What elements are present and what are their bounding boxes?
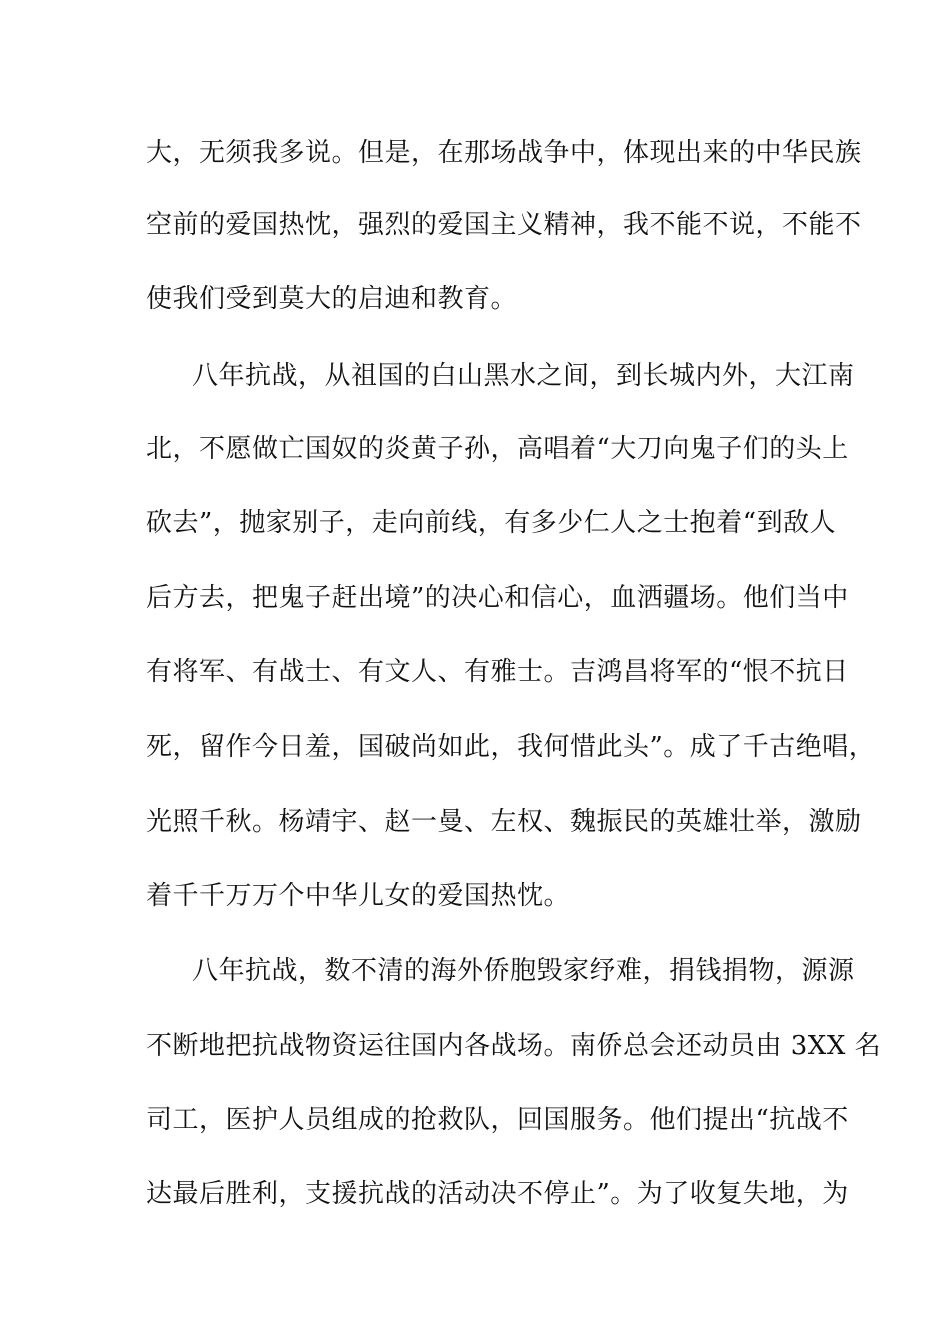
text-line: 着千千万万个中华儿女的爱国热忱。 — [146, 881, 571, 911]
text-line: 大，无须我多说。但是，在那场战争中，体现出来的中华民族 — [146, 138, 862, 168]
text-line: 达最后胜利，支援抗战的活动决不停止”。为了收复失地，为 — [146, 1179, 849, 1209]
text-line: 北，不愿做亡国奴的炎黄子孙，高唱着“大刀向鬼子们的头上 — [146, 434, 849, 464]
text-line: 砍去”，抛家别子，走向前线，有多少仁人之士抱着“到敌人 — [146, 508, 837, 538]
text-line: 使我们受到莫大的启迪和教育。 — [146, 284, 518, 314]
text-line: 有将军、有战士、有文人、有雅士。吉鸿昌将军的“恨不抗日 — [146, 657, 849, 687]
paragraph-first-line: 八年抗战，从祖国的白山黑水之间，到长城内外，大江南 — [192, 361, 855, 391]
text-line: 光照千秋。杨靖宇、赵一曼、左权、魏振民的英雄壮举，激励 — [146, 807, 862, 837]
text-line: 空前的爱国热忱，强烈的爱国主义精神，我不能不说，不能不 — [146, 210, 862, 240]
text-line: 司工，医护人员组成的抢救队，回国服务。他们提出“抗战不 — [146, 1105, 849, 1135]
text-line: 死，留作今日羞，国破尚如此，我何惜此头”。成了千古绝唱， — [146, 732, 876, 762]
text-line: 后方去，把鬼子赶出境”的决心和信心，血洒疆场。他们当中 — [146, 583, 849, 613]
paragraph-first-line: 八年抗战，数不清的海外侨胞毁家纾难，捐钱捐物，源源 — [192, 956, 855, 986]
text-line: 不断地把抗战物资运往国内各战场。南侨总会还动员由 3XX 名 — [146, 1031, 882, 1061]
